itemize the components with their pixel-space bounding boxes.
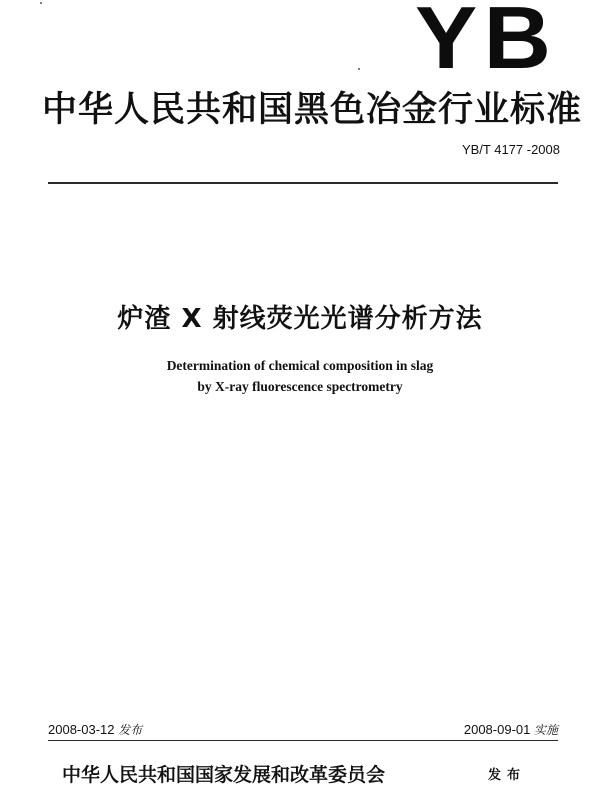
footer-divider xyxy=(48,740,558,741)
issue-date: 2008-03-12 xyxy=(48,722,115,737)
document-title-english-line-2: by X-ray fluorescence spectrometry xyxy=(197,379,403,394)
header-divider xyxy=(48,182,558,184)
yb-logo: YB xyxy=(415,0,558,87)
document-title-chinese: 炉渣 X 射线荧光光谱分析方法 xyxy=(117,304,483,334)
scan-artifact-left xyxy=(40,2,42,4)
implementation-date-group xyxy=(380,721,558,739)
implementation-label: 实施 xyxy=(533,723,558,737)
issue-label: 发布 xyxy=(118,723,143,737)
standard-category-title: 中华人民共和国黑色冶金行业标准 xyxy=(42,90,583,130)
standard-number: YB/T 4177 -2008 xyxy=(461,142,560,157)
publisher-name: 中华人民共和国国家发展和改革委员会 xyxy=(62,764,386,786)
implementation-date: 2008-09-01 xyxy=(463,722,531,737)
scan-artifact-mid xyxy=(358,68,360,70)
publish-label: 发布 xyxy=(488,768,527,783)
issue-date-group xyxy=(48,721,142,739)
document-title-english-line-1: Determination of chemical composition in slag xyxy=(166,358,434,373)
